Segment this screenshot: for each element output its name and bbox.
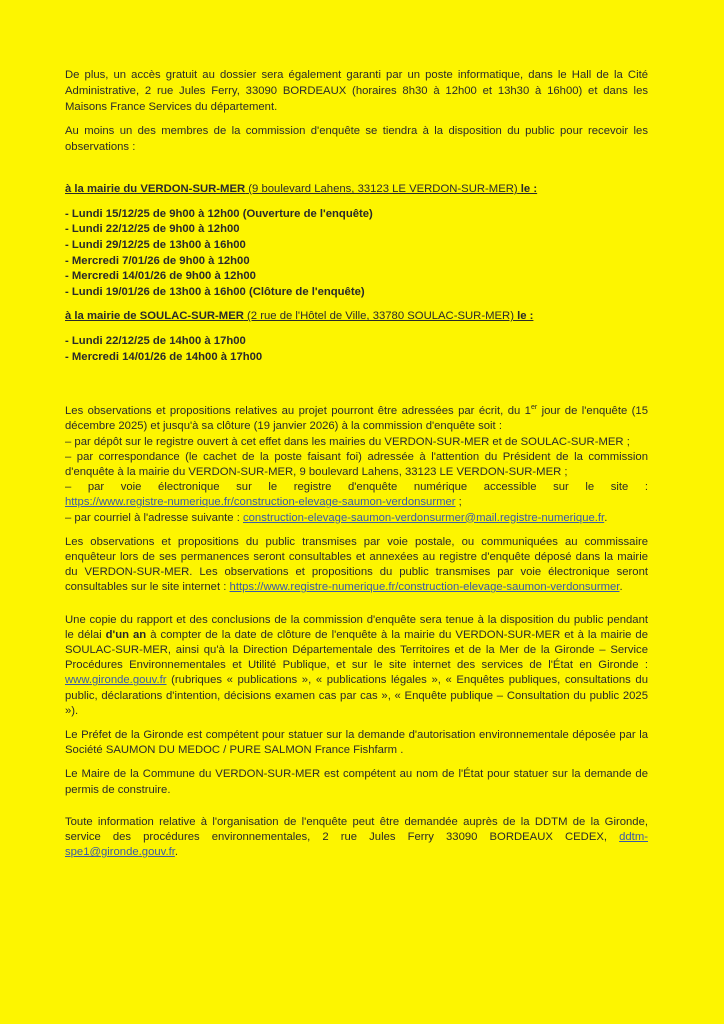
observations-electronique-link-line: [65, 495, 648, 510]
courriel-email-link[interactable]: construction-elevage-saumon-verdonsurmer@mail.registre-numerique.fr: [242, 511, 605, 524]
schedule-item: - Lundi 29/12/25 de 13h00 à 16h00: [65, 238, 246, 251]
observations-depot: – par dépôt sur le registre ouvert à cet effet dans les mairies du VERDON-SUR-MER et de SOULAC-SUR-MER ;: [65, 435, 630, 448]
rapport-text-b: à compter de la date de clôture de l'enquête à la mairie du VERDON-SUR-MER et à la mairie de SOULAC-SUR-MER, ainsi qu'à la Direction Départementale des Territoires et de la Mer de la Gironde – Service Procédures Environnementales et Utilité Publique, et sur le site internet des services de l'État en Gironde :: [65, 628, 648, 672]
registre-link[interactable]: https://www.registre-numerique.fr/construction-elevage-saumon-verdonsurmer: [65, 496, 456, 509]
observations-intro-start: Les observations et propositions relatives au projet pourront être adressées par écrit, du 1: [65, 405, 531, 418]
intro-paragraph-access: De plus, un accès gratuit au dossier sera également garanti par un poste informatique, dans le Hall de la Cité Administrative, 2 rue Jules Ferry, 33090 BORDEAUX (horaires 8h30 à 12h00 et 13h30 à 16h00) et dans les Maisons France Services du département.: [65, 69, 648, 113]
info-text: Toute information relative à l'organisation de l'enquête peut être demandée auprès de la DDTM de la Gironde, service des procédures environnementales, 2 rue Jules Ferry 33090 BORDEAUX CEDEX,: [65, 815, 648, 843]
schedule-item: - Lundi 15/12/25 de 9h00 à 12h00 (Ouverture de l'enquête): [65, 207, 373, 220]
maire-paragraph: Le Maire de la Commune du VERDON-SUR-MER est compétent au nom de l'État pour statuer sur la demande de permis de construire.: [65, 768, 648, 796]
info-paragraph: [65, 815, 648, 861]
soulac-heading-mairie: à la mairie de SOULAC-SUR-MER: [65, 310, 244, 323]
prefet-paragraph: Le Préfet de la Gironde est compétent pour statuer sur la demande d'autorisation environnementale déposée par la Société SAUMON DU MEDOC / PURE SALMON France Fishfarm .: [65, 728, 648, 757]
consultation-text: Les observations et propositions du public transmises par voie postale, ou communiquées au commissaire enquêteur lors de ses permanences seront consultables et annexées au registre d'enquête déposé dans la mairie du VERDON-SUR-MER. Les observations et propositions du public transmises par voie électronique seront consultables sur le site internet :: [65, 535, 648, 594]
ddtm-email-link[interactable]: ddtm-spe1@gironde.gouv.fr: [65, 830, 648, 859]
consultation-paragraph: [65, 535, 648, 596]
schedule-item: - Lundi 22/12/25 de 14h00 à 17h00: [65, 335, 246, 348]
courriel-label: – par courriel à l'adresse suivante :: [65, 511, 243, 524]
courriel-end: .: [604, 511, 608, 524]
schedule-item: - Lundi 22/12/25 de 9h00 à 12h00: [65, 223, 240, 236]
soulac-heading-suffix: le :: [513, 310, 534, 323]
soulac-heading: [65, 309, 648, 325]
soulac-heading-address: (2 rue de l'Hôtel de Ville, 33780 SOULAC-SUR-MER): [243, 310, 514, 323]
consultation-end: .: [619, 581, 623, 594]
schedule-item: - Lundi 19/01/26 de 13h00 à 16h00 (Clôture de l'enquête): [65, 285, 365, 298]
info-end: .: [174, 846, 179, 859]
schedule-item: - Mercredi 14/01/26 de 9h00 à 12h00: [65, 270, 256, 283]
observations-intro-end: jour de l'enquête (15 décembre 2025) et jusqu'à sa clôture (19 janvier 2026) à la commission d'enquête soit :: [65, 405, 648, 433]
observations-correspondance: – par correspondance (le cachet de la poste faisant foi) adressée à l'attention du Président de la commission d'enquête à la mairie du VERDON-SUR-MER, 9 boulevard Lahens, 33123 LE VERDON-SUR-MER ;: [65, 450, 648, 478]
verdon-heading: [65, 182, 648, 198]
notice-page: [65, 68, 648, 860]
schedule-item: - Mercredi 14/01/26 de 14h00 à 17h00: [65, 350, 263, 363]
consultation-link[interactable]: https://www.registre-numerique.fr/construction-elevage-saumon-verdonsurmer: [229, 581, 620, 594]
observations-electronique: – par voie électronique sur le registre d'enquête numérique accessible sur le site :: [65, 481, 648, 494]
rapport-paragraph: [65, 613, 648, 719]
observations-intro: [65, 400, 648, 434]
gironde-gouv-link[interactable]: www.gironde.gouv.fr: [65, 674, 167, 687]
verdon-schedule: [65, 207, 648, 301]
rapport-text-c: (rubriques « publications », « publications légales », « Enquêtes publiques, consultations du public, déclarations d'intention, décisions examen cas par cas », « Enquête publique – Consultation du public 2025 »).: [65, 674, 648, 717]
verdon-heading-address: (9 boulevard Lahens, 33123 LE VERDON-SUR-MER): [245, 182, 518, 195]
registre-link-end: ;: [455, 496, 462, 509]
observations-intro-sup: er: [530, 404, 538, 412]
verdon-heading-mairie: à la mairie du VERDON-SUR-MER: [65, 182, 246, 195]
schedule-item: - Mercredi 7/01/26 de 9h00 à 12h00: [65, 254, 250, 267]
soulac-schedule: [65, 334, 648, 365]
rapport-duration: d'un an: [105, 628, 147, 641]
verdon-heading-suffix: le :: [517, 182, 538, 195]
observations-courriel: [65, 511, 648, 526]
rapport-text-a: Une copie du rapport et des conclusions de la commission d'enquête sera tenue à la disposition du public pendant le délai: [65, 613, 648, 641]
intro-paragraph-commission: Au moins un des membres de la commission d'enquête se tiendra à la disposition du public pour recevoir les observations :: [65, 125, 648, 154]
